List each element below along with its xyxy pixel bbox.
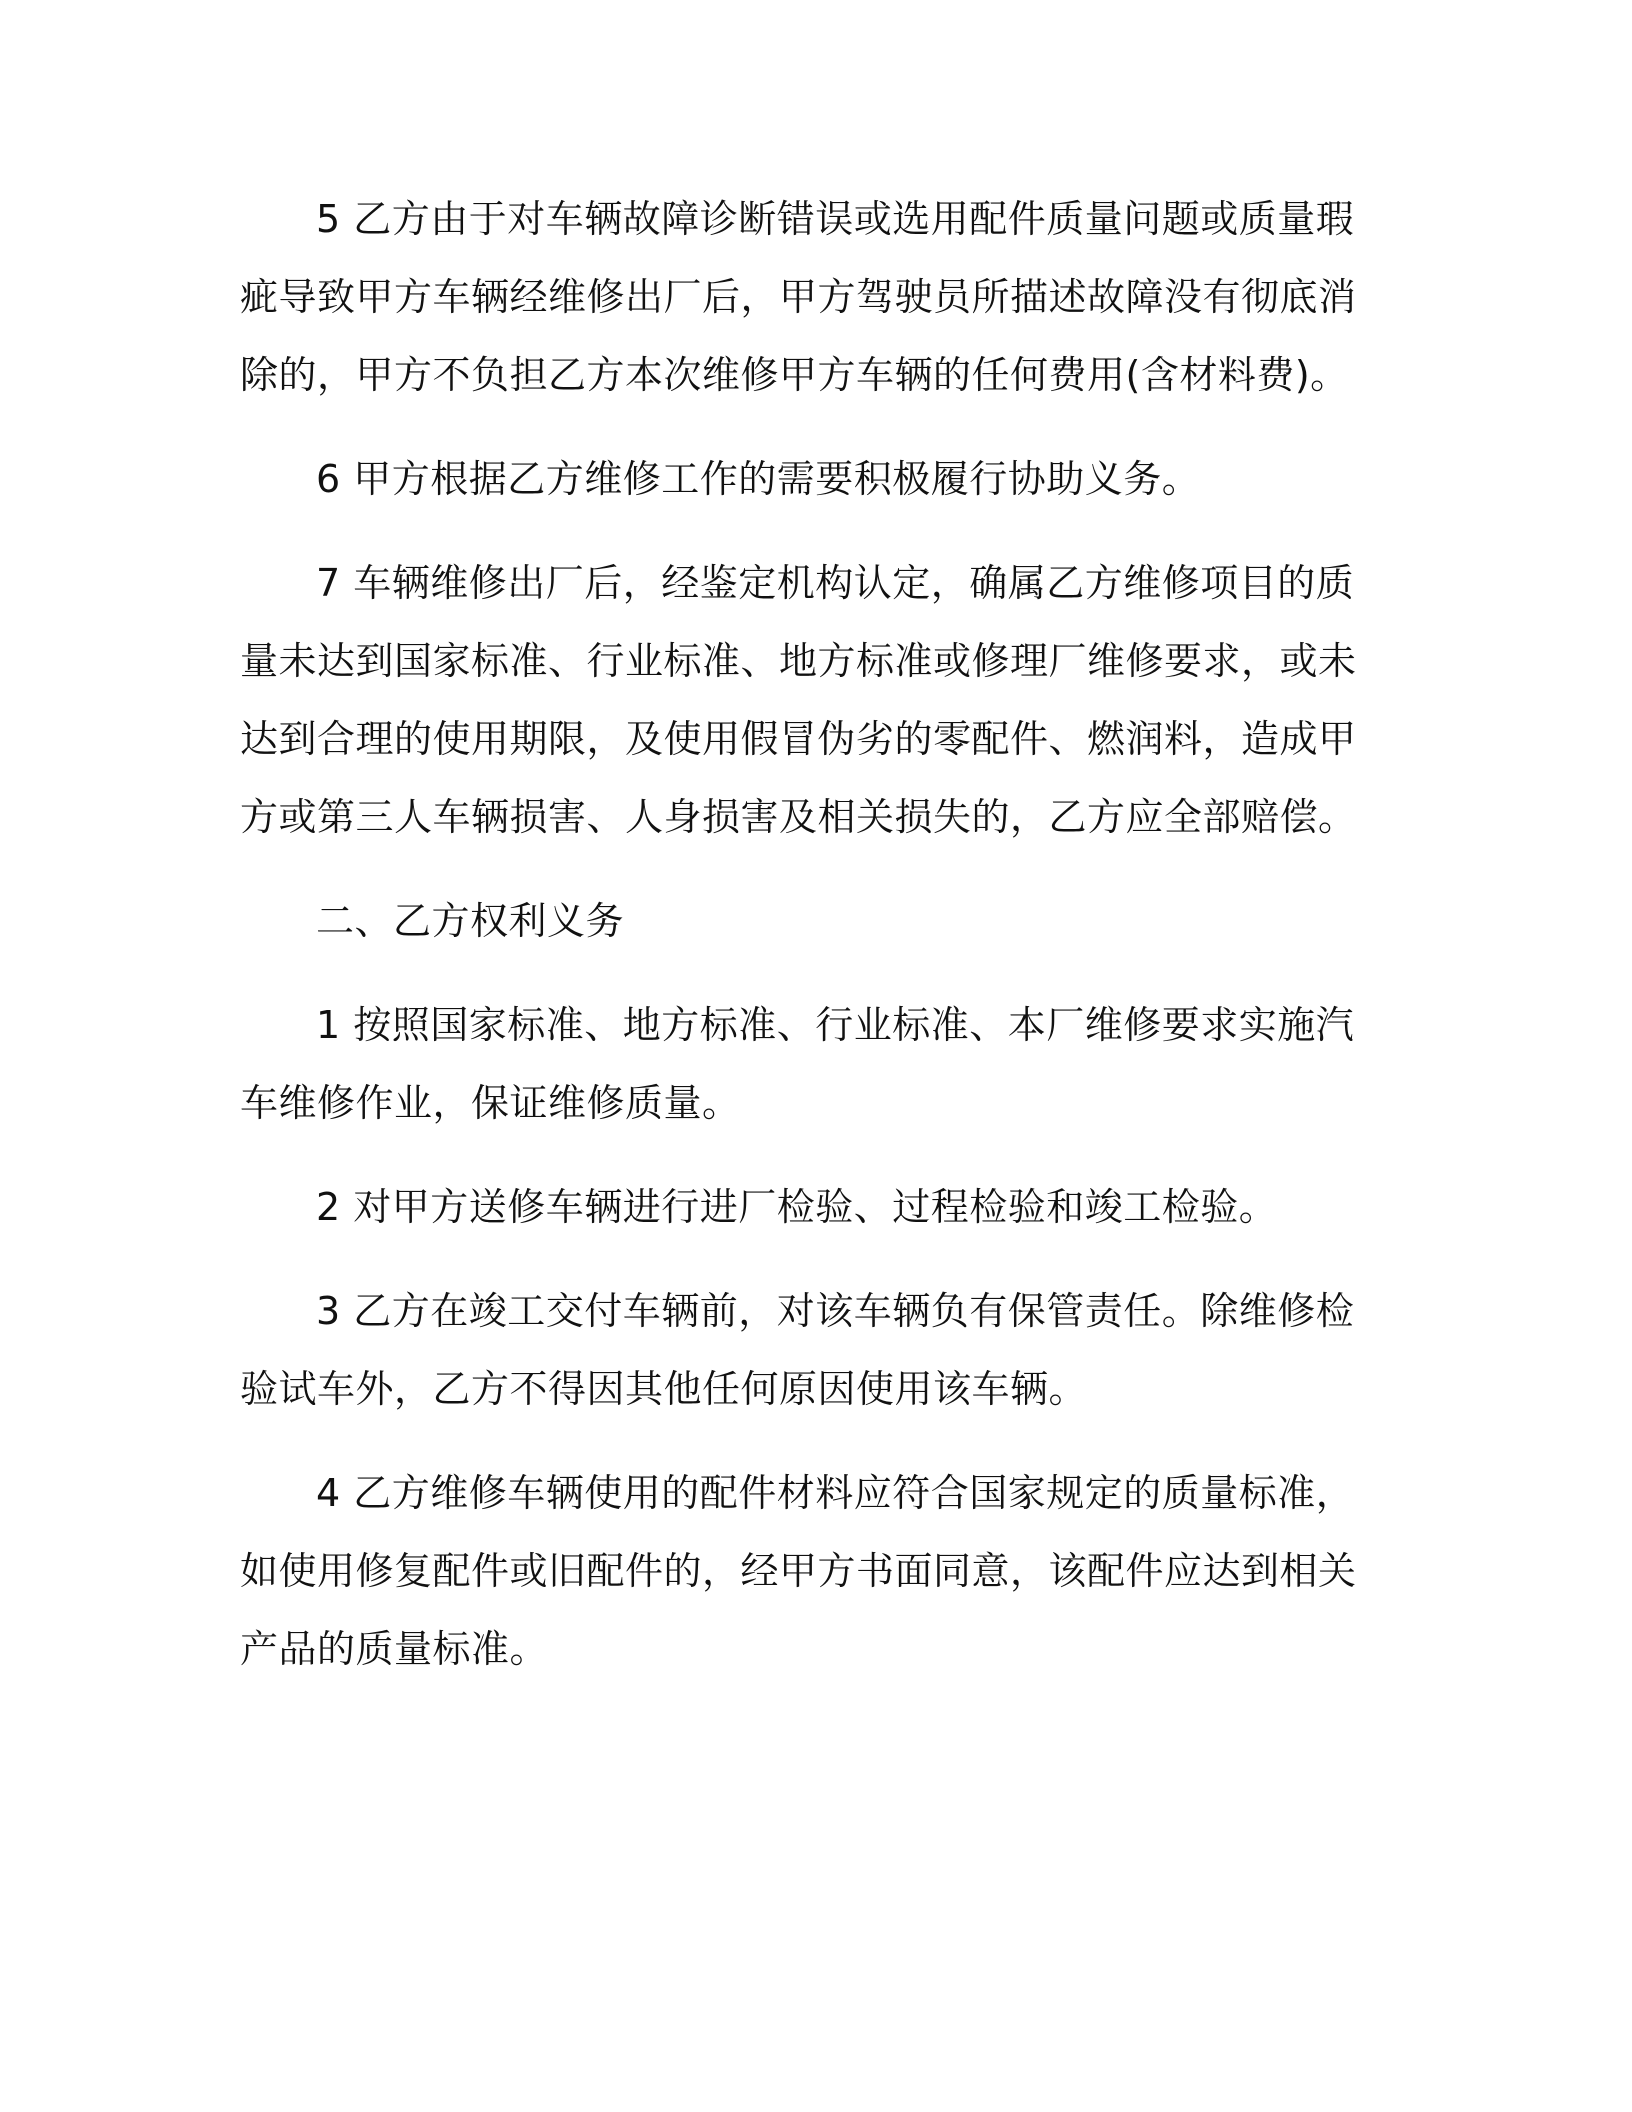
clause-b3-paragraph: 3 乙方在竣工交付车辆前，对该车辆负有保管责任。除维修检验试车外，乙方不得因其他任何原因使用该车辆。 <box>240 1289 1355 1411</box>
clause-a5-paragraph: 5 乙方由于对车辆故障诊断错误或选用配件质量问题或质量瑕疵导致甲方车辆经维修出厂后，甲方驾驶员所描述故障没有彻底消除的，甲方不负担乙方本次维修甲方车辆的任何费用(含材料费)。 <box>240 197 1357 397</box>
clause-b4-paragraph: 4 乙方维修车辆使用的配件材料应符合国家规定的质量标准，如使用修复配件或旧配件的，经甲方书面同意，该配件应达到相关产品的质量标准。 <box>240 1471 1357 1671</box>
clause-b2-paragraph: 2 对甲方送修车辆进行进厂检验、过程检验和竣工检验。 <box>316 1185 1278 1229</box>
section-heading: 二、乙方权利义务 <box>316 899 625 943</box>
document-body <box>240 180 1390 1714</box>
clause-a6-paragraph: 6 甲方根据乙方维修工作的需要积极履行协助义务。 <box>316 457 1201 501</box>
clause-a7-paragraph: 7 车辆维修出厂后，经鉴定机构认定，确属乙方维修项目的质量未达到国家标准、行业标准、地方标准或修理厂维修要求，或未达到合理的使用期限，及使用假冒伪劣的零配件、燃润料，造成甲方或第三人车辆损害、人身损害及相关损失的，乙方应全部赔偿。 <box>240 561 1357 839</box>
clause-b1-paragraph: 1 按照国家标准、地方标准、行业标准、本厂维修要求实施汽车维修作业，保证维修质量。 <box>240 1003 1355 1125</box>
